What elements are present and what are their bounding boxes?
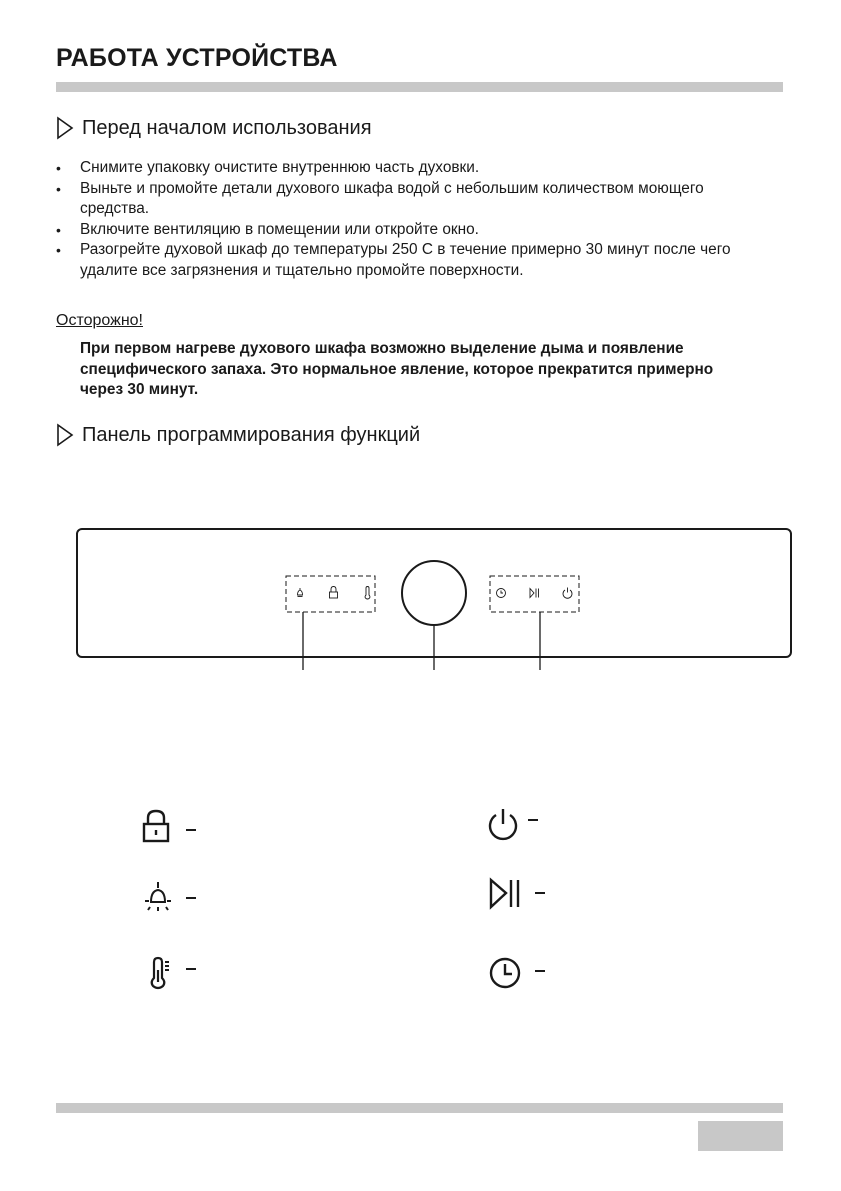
section-heading-before-use	[56, 116, 372, 140]
clock-icon	[488, 956, 522, 990]
section-heading-text: Панель программирования функций	[82, 423, 421, 446]
caution-title: Осторожно!	[56, 312, 143, 329]
caution-text: При первом нагреве духового шкафа возможно выделение дыма и появление специфического запаха. Это нормальное явление, которое прекратится примерно через 30 минут.	[80, 340, 714, 398]
right-button-group	[490, 576, 579, 612]
legend-dash	[528, 819, 538, 821]
lock-icon	[140, 808, 172, 844]
legend-dash	[535, 970, 545, 972]
list-item: • Включите вентиляцию в помещении или откройте окно.	[56, 220, 776, 241]
play-pause-icon	[488, 877, 522, 911]
lock-small-icon	[330, 587, 338, 599]
legend-dash	[535, 892, 545, 894]
instructions-list	[56, 158, 776, 281]
list-item: • Выньте и промойте детали духового шкафа водой с небольшим количеством моющего средства.	[56, 179, 776, 220]
lamp-small-icon	[298, 588, 303, 597]
triangle-arrow-icon	[56, 116, 74, 140]
thermometer-small-icon	[365, 587, 370, 600]
footer-rule	[56, 1103, 783, 1113]
power-icon	[486, 806, 520, 842]
page-title: РАБОТА УСТРОЙСТВА	[56, 44, 338, 72]
legend-dash	[186, 897, 196, 899]
control-panel-diagram	[0, 520, 841, 670]
left-button-group	[286, 576, 375, 612]
list-item: • Снимите упаковку очистите внутреннюю часть духовки.	[56, 158, 776, 179]
list-item: • Разогрейте духовой шкаф до температуры 250 С в течение примерно 30 минут после чего удалите все загрязнения и тщательно промойте поверхности.	[56, 240, 776, 281]
triangle-arrow-icon	[56, 423, 74, 447]
section-heading-text: Перед началом использования	[82, 116, 372, 139]
play-pause-small-icon	[530, 589, 539, 598]
section-heading-control-panel	[56, 423, 420, 447]
legend-dash	[186, 968, 196, 970]
thermometer-icon	[148, 956, 174, 992]
legend-dash	[186, 829, 196, 831]
title-rule	[56, 82, 783, 92]
lamp-icon	[143, 880, 173, 916]
control-knob	[402, 561, 466, 625]
page-number-box	[698, 1121, 783, 1151]
power-small-icon	[563, 588, 572, 599]
clock-small-icon	[497, 589, 506, 598]
